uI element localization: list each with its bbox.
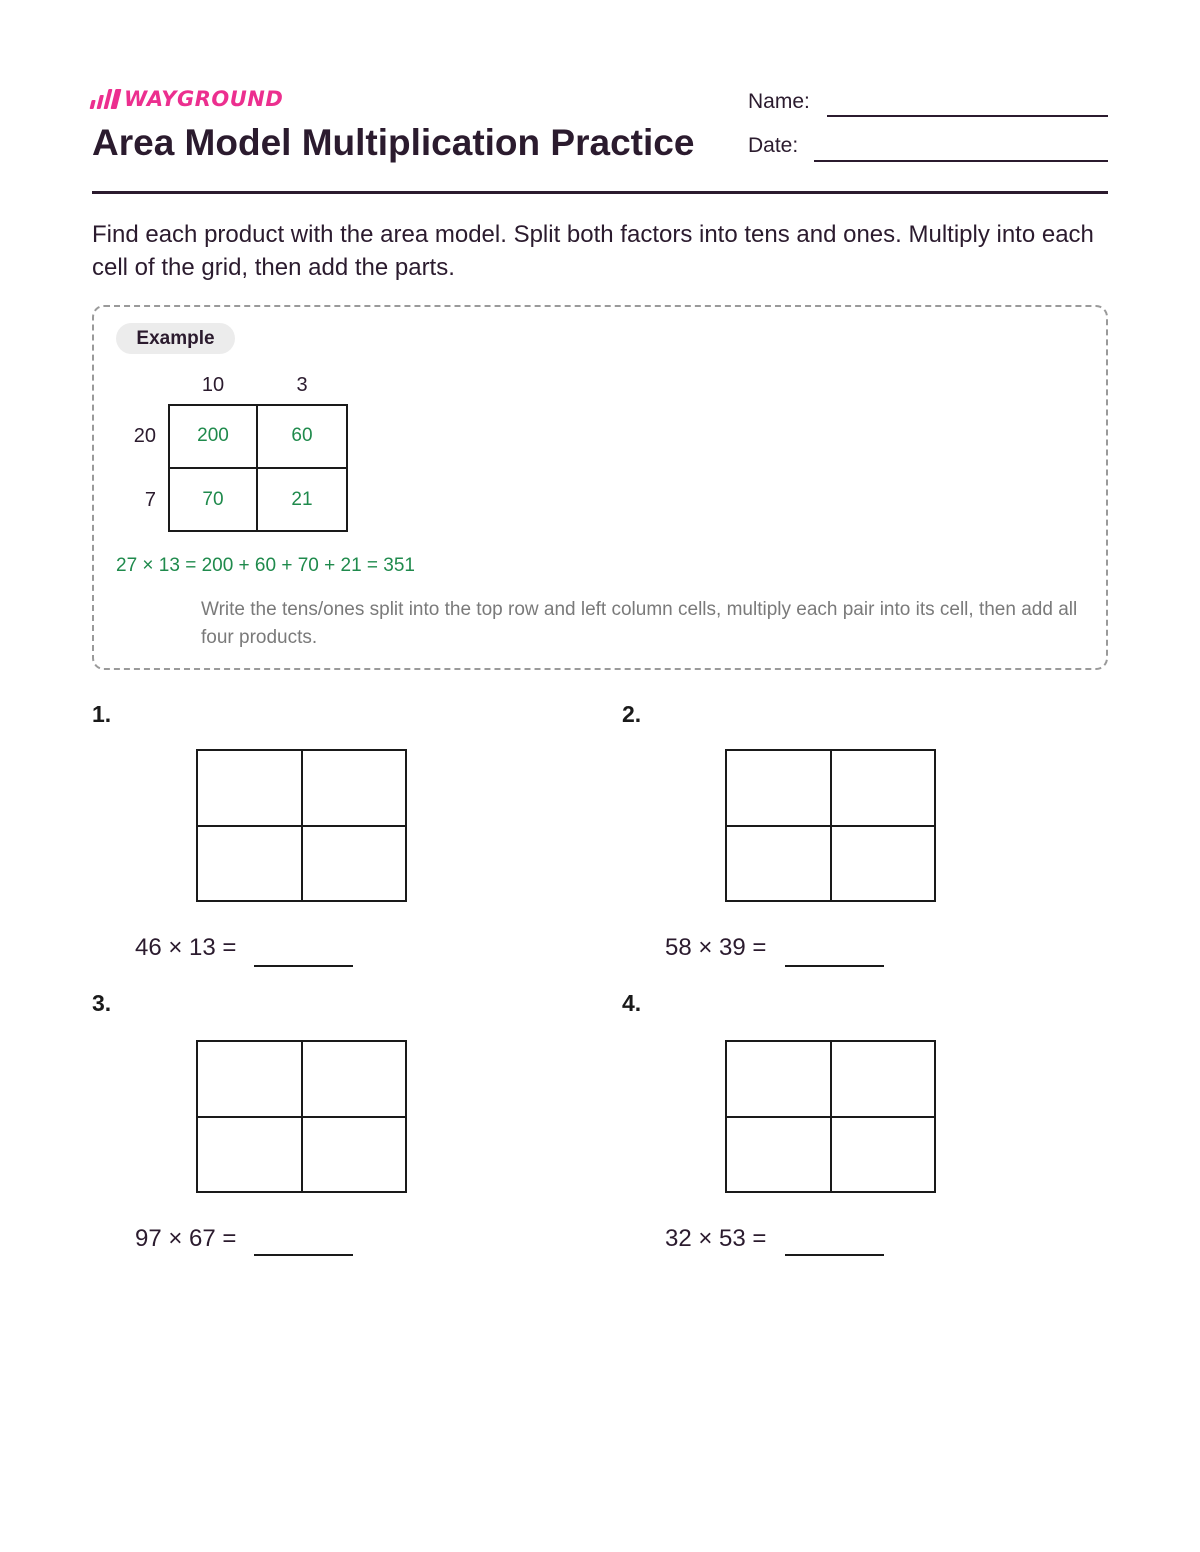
brand-wordmark: WAYGROUND [124, 87, 284, 111]
problem-number: 4. [622, 990, 642, 1016]
problem-expression: 46 × 13 = [135, 934, 237, 961]
problem-expression: 32 × 53 = [665, 1225, 767, 1252]
name-field[interactable] [827, 115, 1108, 117]
example-grid-divider [168, 467, 348, 469]
header-divider [92, 191, 1108, 194]
grid-divider [725, 1116, 936, 1118]
example-left-header: 20 [133, 425, 156, 447]
grid-divider [196, 1116, 407, 1118]
brand-logo [92, 86, 283, 112]
problem-expression: 58 × 39 = [665, 934, 767, 961]
example-badge: Example [116, 323, 235, 354]
example-left-header: 7 [144, 489, 156, 511]
answer-blank[interactable] [254, 1254, 353, 1256]
problem-expression: 97 × 67 = [135, 1225, 237, 1252]
name-label: Name: [748, 90, 810, 113]
answer-blank[interactable] [785, 1254, 884, 1256]
instructions-text: Find each product with the area model. Split both factors into tens and ones. Multiply into each cell of the grid, then add the parts. [92, 221, 1094, 281]
example-note: Write the tens/ones split into the top row and left column cells, multiply each pair into its cell, then add all four products. [201, 599, 1078, 648]
date-label: Date: [748, 134, 799, 157]
grid-divider [725, 825, 936, 827]
example-cell: 200 [197, 425, 229, 446]
example-equation: 27 × 13 = 200 + 60 + 70 + 21 = 351 [116, 555, 415, 576]
brand-mark-icon [90, 89, 122, 109]
answer-blank[interactable] [785, 965, 884, 967]
example-cell: 60 [291, 425, 313, 446]
date-field[interactable] [814, 160, 1108, 162]
problem-number: 2. [622, 701, 642, 727]
example-cell: 21 [291, 489, 313, 510]
page-title: Area Model Multiplication Practice [92, 122, 695, 163]
example-top-header: 10 [201, 374, 225, 396]
answer-blank[interactable] [254, 965, 353, 967]
grid-divider [196, 825, 407, 827]
example-cell: 70 [202, 489, 224, 510]
problem-number: 3. [92, 990, 112, 1016]
example-top-header: 3 [296, 374, 308, 396]
problem-number: 1. [92, 701, 112, 727]
